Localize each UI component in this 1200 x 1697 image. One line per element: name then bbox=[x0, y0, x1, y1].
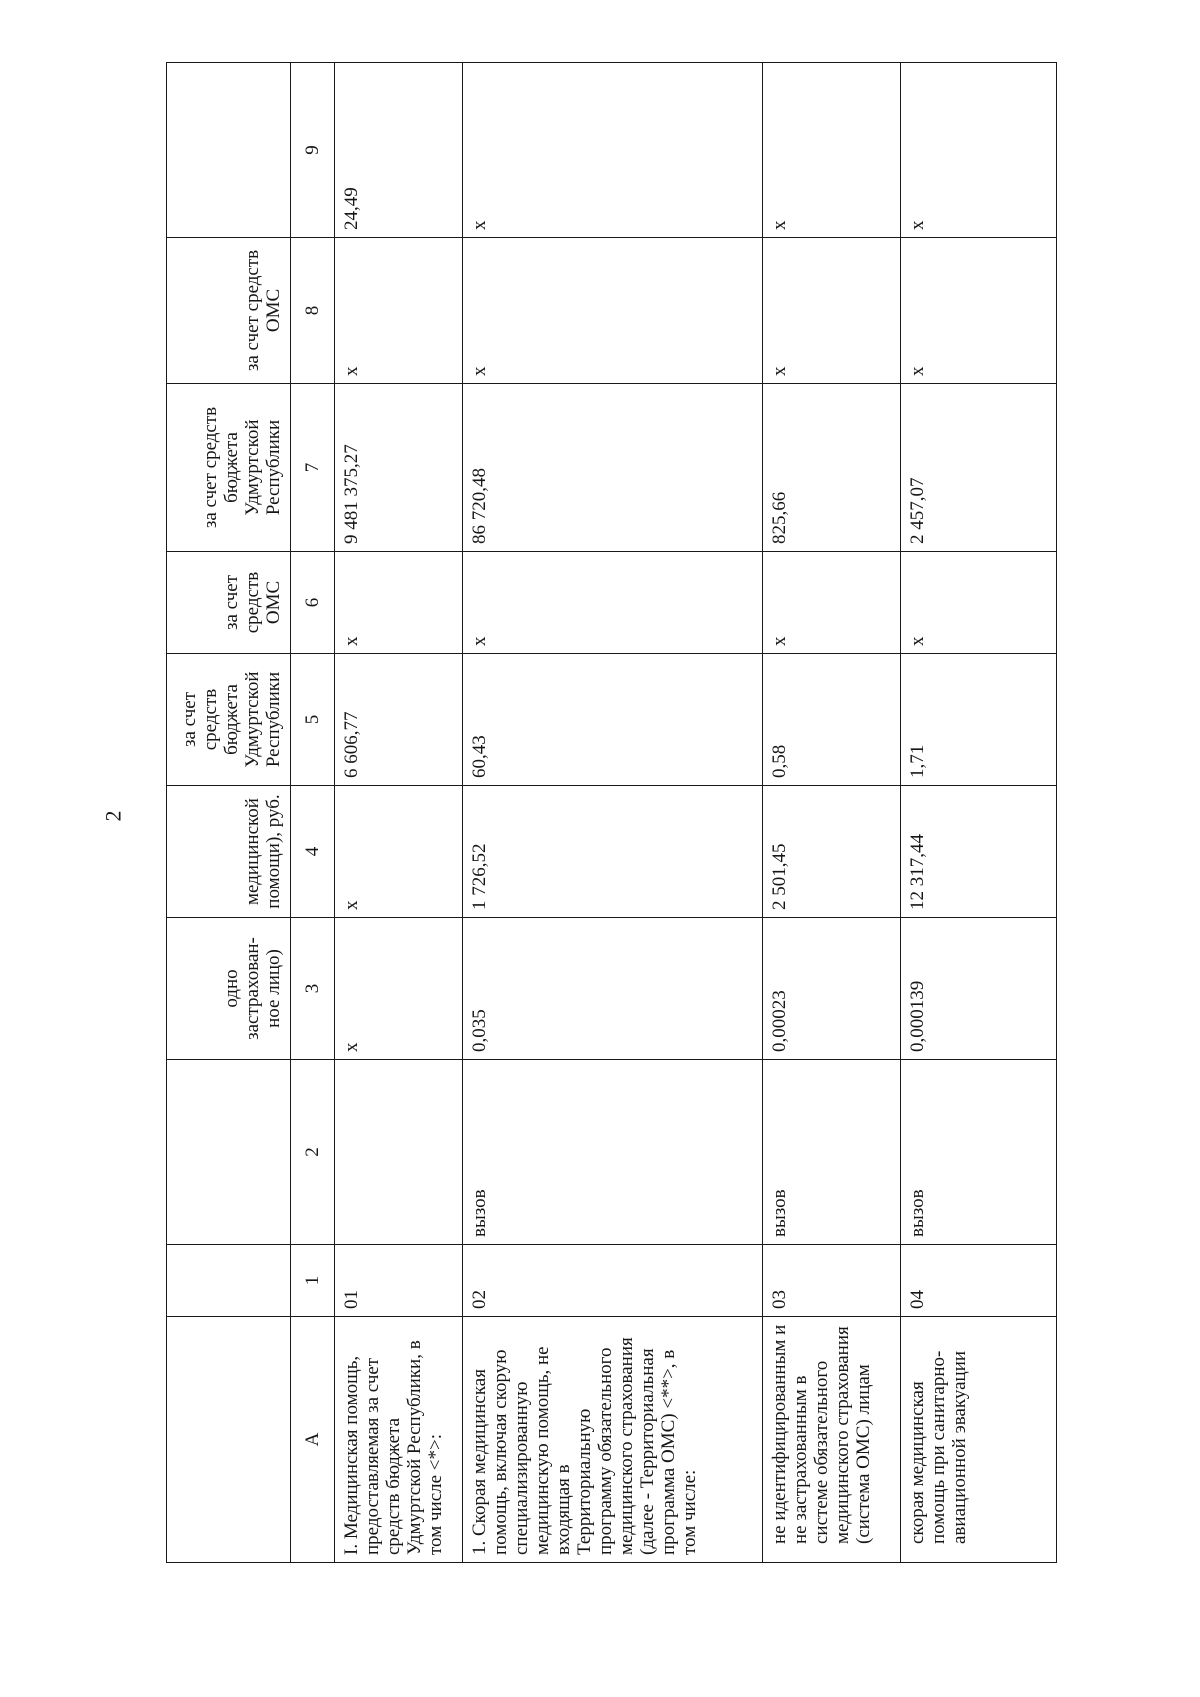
row-value-5: 0,58 bbox=[763, 654, 901, 786]
header-cell-6: за счет средств ОМС bbox=[167, 552, 291, 654]
row-value-3: 0,035 bbox=[463, 918, 763, 1060]
row-value-4: x bbox=[335, 786, 463, 918]
row-value-4: 1 726,52 bbox=[463, 786, 763, 918]
row-name: I. Медицинская помощь, предоставляемая за счет средств бюджета Удмуртской Республики, в том числе <*>: bbox=[335, 1317, 463, 1563]
header-cell-2 bbox=[167, 1060, 291, 1245]
row-value-4: 2 501,45 bbox=[763, 786, 901, 918]
column-number: 5 bbox=[291, 654, 335, 786]
table-row bbox=[335, 63, 463, 1563]
row-value-7: 9 481 375,27 bbox=[335, 384, 463, 552]
row-name: не идентифицированным и не застрахованным в системе обязательного медицинского страхования (система ОМС) лицам bbox=[763, 1317, 901, 1563]
row-value-4: 12 317,44 bbox=[901, 786, 1057, 918]
page-number: 2 bbox=[100, 810, 126, 822]
column-number: 4 bbox=[291, 786, 335, 918]
row-value-6: x bbox=[763, 552, 901, 654]
row-code: 02 bbox=[463, 1245, 763, 1317]
row-value-9: 24,49 bbox=[335, 63, 463, 238]
column-number-row bbox=[291, 63, 335, 1563]
row-value-8: x bbox=[901, 238, 1057, 384]
column-number: 2 bbox=[291, 1060, 335, 1245]
row-code: 03 bbox=[763, 1245, 901, 1317]
row-unit bbox=[335, 1060, 463, 1245]
row-unit: вызов bbox=[901, 1060, 1057, 1245]
column-number: 6 bbox=[291, 552, 335, 654]
header-cell-5: за счет средств бюджета Удмуртской Республики bbox=[167, 654, 291, 786]
header-cell-1 bbox=[167, 1245, 291, 1317]
row-value-9: x bbox=[901, 63, 1057, 238]
column-number: 3 bbox=[291, 918, 335, 1060]
row-value-6: x bbox=[901, 552, 1057, 654]
row-value-9: x bbox=[463, 63, 763, 238]
row-value-5: 1,71 bbox=[901, 654, 1057, 786]
column-number: 9 bbox=[291, 63, 335, 238]
row-name: скорая медицинская помощь при санитарно-авиационной эвакуации bbox=[901, 1317, 1057, 1563]
header-cell-9 bbox=[167, 63, 291, 238]
row-value-9: x bbox=[763, 63, 901, 238]
header-cell-4: медицинской помощи), руб. bbox=[167, 786, 291, 918]
column-number: 8 bbox=[291, 238, 335, 384]
row-value-7: 825,66 bbox=[763, 384, 901, 552]
row-value-7: 86 720,48 bbox=[463, 384, 763, 552]
row-value-3: 0,000139 bbox=[901, 918, 1057, 1060]
header-cell-a bbox=[167, 1317, 291, 1563]
table-row bbox=[763, 63, 901, 1563]
table-row bbox=[463, 63, 763, 1563]
row-value-3: x bbox=[335, 918, 463, 1060]
column-number: 7 bbox=[291, 384, 335, 552]
row-value-5: 60,43 bbox=[463, 654, 763, 786]
row-value-3: 0,00023 bbox=[763, 918, 901, 1060]
row-value-6: x bbox=[463, 552, 763, 654]
table-row bbox=[901, 63, 1057, 1563]
header-cell-3: одно застрахован-ное лицо) bbox=[167, 918, 291, 1060]
row-unit: вызов bbox=[763, 1060, 901, 1245]
row-value-5: 6 606,77 bbox=[335, 654, 463, 786]
row-value-6: x bbox=[335, 552, 463, 654]
row-code: 01 bbox=[335, 1245, 463, 1317]
header-cell-7: за счет средств бюджета Удмуртской Республики bbox=[167, 384, 291, 552]
column-number: 1 bbox=[291, 1245, 335, 1317]
row-unit: вызов bbox=[463, 1060, 763, 1245]
row-value-8: x bbox=[763, 238, 901, 384]
row-code: 04 bbox=[901, 1245, 1057, 1317]
header-cell-8: за счет средств ОМС bbox=[167, 238, 291, 384]
column-number: А bbox=[291, 1317, 335, 1563]
row-value-7: 2 457,07 bbox=[901, 384, 1057, 552]
row-value-8: x bbox=[463, 238, 763, 384]
row-name: 1. Скорая медицинская помощь, включая скорую специализированную медицинскую помощь, не входящая в Территориальную программу обязательного медицинского страхования (далее - Территориальная программа ОМС) <**>, в том числе: bbox=[463, 1317, 763, 1563]
table-header-row bbox=[167, 63, 291, 1563]
row-value-8: x bbox=[335, 238, 463, 384]
financing-table bbox=[166, 62, 1057, 1563]
